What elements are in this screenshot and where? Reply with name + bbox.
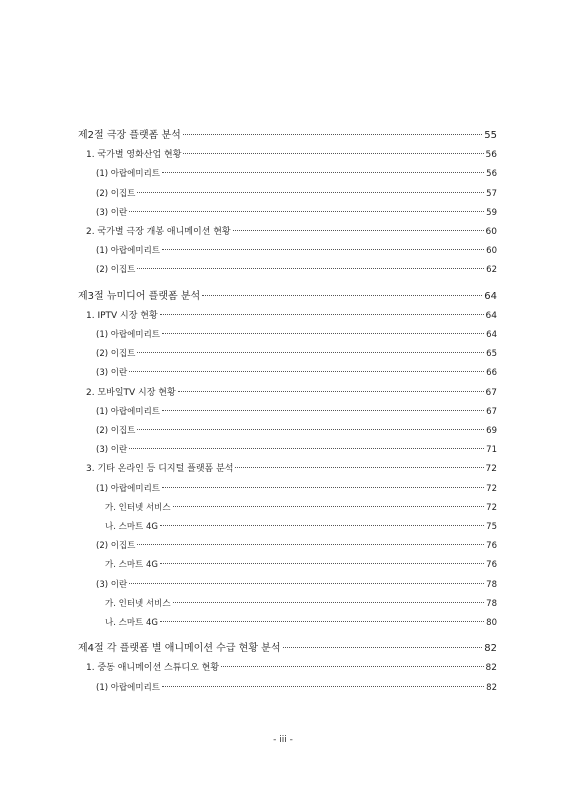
toc-entry-page: 80 <box>486 618 497 628</box>
toc-entry-page: 76 <box>486 541 497 552</box>
toc-entry[interactable] <box>105 615 497 631</box>
toc-entry-title: (1) 아랍에미리트 <box>96 330 161 340</box>
toc-entry[interactable] <box>105 596 497 612</box>
toc-entry[interactable] <box>96 327 497 343</box>
toc-entry-title: (3) 이란 <box>96 579 128 590</box>
toc-entry-title: 2. 모바일TV 시장 현황 <box>86 387 176 398</box>
toc-entry-title: 제4절 각 플랫폼 별 애니메이션 수급 현황 분석 <box>78 643 281 655</box>
toc-entry-title: (1) 아랍에미리트 <box>96 169 161 180</box>
toc-dot-leader <box>183 134 482 135</box>
toc-dot-leader <box>129 371 484 372</box>
toc-entry[interactable] <box>96 577 497 593</box>
toc-entry-page: 82 <box>485 663 497 674</box>
toc-entry-page: 66 <box>486 368 497 379</box>
toc-dot-leader <box>160 563 484 564</box>
toc-dot-leader <box>173 602 485 603</box>
toc-entry-page: 82 <box>486 682 497 693</box>
toc-dot-leader <box>162 172 484 173</box>
toc-entry-title: (2) 이집트 <box>96 188 136 199</box>
toc-entry[interactable] <box>96 262 497 278</box>
toc-entry-title: 1. 중동 애니메이션 스튜디오 현황 <box>86 663 220 674</box>
toc-entry[interactable] <box>105 557 497 573</box>
toc-entry-page: 67 <box>486 406 497 417</box>
toc-dot-leader <box>162 333 484 334</box>
toc-entry-page: 55 <box>484 130 497 141</box>
toc-entry-page: 78 <box>486 598 497 609</box>
toc-entry[interactable] <box>96 205 497 221</box>
toc-entry-title: 3. 기타 온라인 등 디지털 플랫폼 분석 <box>86 464 234 475</box>
toc-entry-page: 64 <box>486 330 497 340</box>
toc-entry-page: 64 <box>484 290 497 302</box>
toc-entry-page: 72 <box>485 464 497 475</box>
toc-dot-leader <box>160 621 484 622</box>
toc-entry-page: 56 <box>486 169 497 180</box>
toc-entry-page: 62 <box>486 265 497 276</box>
toc-entry[interactable] <box>96 423 497 439</box>
toc-dot-leader <box>221 666 483 667</box>
toc-entry-title: 제2절 극장 플랫폼 분석 <box>78 130 181 141</box>
toc-entry-page: 60 <box>485 227 497 237</box>
toc-entry[interactable] <box>86 147 497 163</box>
toc-entry[interactable] <box>105 500 497 516</box>
toc-entry[interactable] <box>86 385 497 401</box>
toc-entry-page: 56 <box>485 150 497 161</box>
toc-entry-page: 65 <box>486 349 497 360</box>
toc-dot-leader <box>160 314 484 315</box>
toc-entry[interactable] <box>96 243 497 259</box>
toc-entry[interactable] <box>96 538 497 554</box>
toc-entry-title: (2) 이집트 <box>96 349 136 360</box>
toc-entry[interactable] <box>86 660 497 676</box>
toc-entry-page: 59 <box>486 207 497 218</box>
toc-entry-page: 76 <box>486 560 497 571</box>
toc-entry-title: 2. 국가별 극장 개봉 애니메이션 현황 <box>86 227 231 237</box>
toc-entry-page: 57 <box>486 188 497 199</box>
toc-entry-title: 가. 스마트 4G <box>105 560 158 571</box>
toc-entry[interactable] <box>96 186 497 202</box>
toc-dot-leader <box>129 211 484 212</box>
toc-entry-page: 60 <box>486 246 497 257</box>
toc-dot-leader <box>178 391 484 392</box>
toc-dot-leader <box>235 467 483 468</box>
toc-entry-page: 64 <box>485 310 497 321</box>
toc-dot-leader <box>162 487 484 488</box>
toc-dot-leader <box>183 153 483 154</box>
toc-section-entry[interactable] <box>78 289 497 305</box>
toc-dot-leader <box>137 268 484 269</box>
toc-dot-leader <box>162 249 484 250</box>
toc-entry[interactable] <box>96 481 497 497</box>
toc-section-entry[interactable] <box>78 641 497 657</box>
toc-dot-leader <box>129 448 484 449</box>
toc-entry-page: 67 <box>485 387 497 398</box>
toc-dot-leader <box>137 352 484 353</box>
toc-entry-title: (2) 이집트 <box>96 426 136 436</box>
toc-dot-leader <box>173 506 485 507</box>
toc-dot-leader <box>202 295 482 296</box>
toc-entry[interactable] <box>105 519 497 535</box>
toc-entry[interactable] <box>96 365 497 381</box>
toc-entry-page: 72 <box>486 502 497 513</box>
toc-entry-title: 나. 스마트 4G <box>105 618 158 628</box>
toc-entry[interactable] <box>96 346 497 362</box>
toc-entry-title: 가. 인터넷 서비스 <box>105 598 171 609</box>
toc-entry-title: 가. 인터넷 서비스 <box>105 502 171 513</box>
toc-entry-page: 78 <box>486 579 497 590</box>
toc-entry-page: 71 <box>486 445 497 456</box>
toc-entry-page: 72 <box>486 483 497 494</box>
toc-dot-leader <box>160 525 484 526</box>
toc-entry[interactable] <box>86 308 497 324</box>
toc-entry-title: 1. 국가별 영화산업 현황 <box>86 150 182 161</box>
toc-entry-page: 75 <box>486 522 497 532</box>
toc-entry-title: (1) 아랍에미리트 <box>96 246 161 257</box>
toc-entry[interactable] <box>96 404 497 420</box>
toc-entry-title: 나. 스마트 4G <box>105 522 158 532</box>
page-number-footer: - iii - <box>273 735 293 745</box>
toc-entry-title: (2) 이집트 <box>96 265 136 276</box>
toc-entry-title: (1) 아랍에미리트 <box>96 682 161 693</box>
toc-entry-title: (1) 아랍에미리트 <box>96 483 161 494</box>
toc-dot-leader <box>233 230 484 231</box>
toc-entry[interactable] <box>86 461 497 477</box>
toc-entry-page: 82 <box>484 643 497 655</box>
toc-dot-leader <box>137 429 484 430</box>
toc-entry-title: 1. IPTV 시장 현황 <box>86 310 158 321</box>
toc-dot-leader <box>162 686 484 687</box>
toc-entry-page: 69 <box>486 426 497 436</box>
toc-entry-title: (3) 이란 <box>96 207 128 218</box>
toc-entry-title: (1) 아랍에미리트 <box>96 406 161 417</box>
toc-entry-title: (3) 이란 <box>96 368 128 379</box>
toc-dot-leader <box>129 583 484 584</box>
toc-entry[interactable] <box>96 680 497 696</box>
toc-entry-title: 제3절 뉴미디어 플랫폼 분석 <box>78 290 201 302</box>
toc-entry[interactable] <box>86 224 497 240</box>
toc-entry[interactable] <box>96 442 497 458</box>
toc-dot-leader <box>137 192 484 193</box>
toc-dot-leader <box>283 647 483 648</box>
toc-entry-title: (2) 이집트 <box>96 541 136 552</box>
toc-dot-leader <box>137 544 484 545</box>
toc-entry-title: (3) 이란 <box>96 445 128 456</box>
toc-section-entry[interactable] <box>78 128 497 144</box>
toc-entry[interactable] <box>96 166 497 182</box>
toc-dot-leader <box>162 410 484 411</box>
